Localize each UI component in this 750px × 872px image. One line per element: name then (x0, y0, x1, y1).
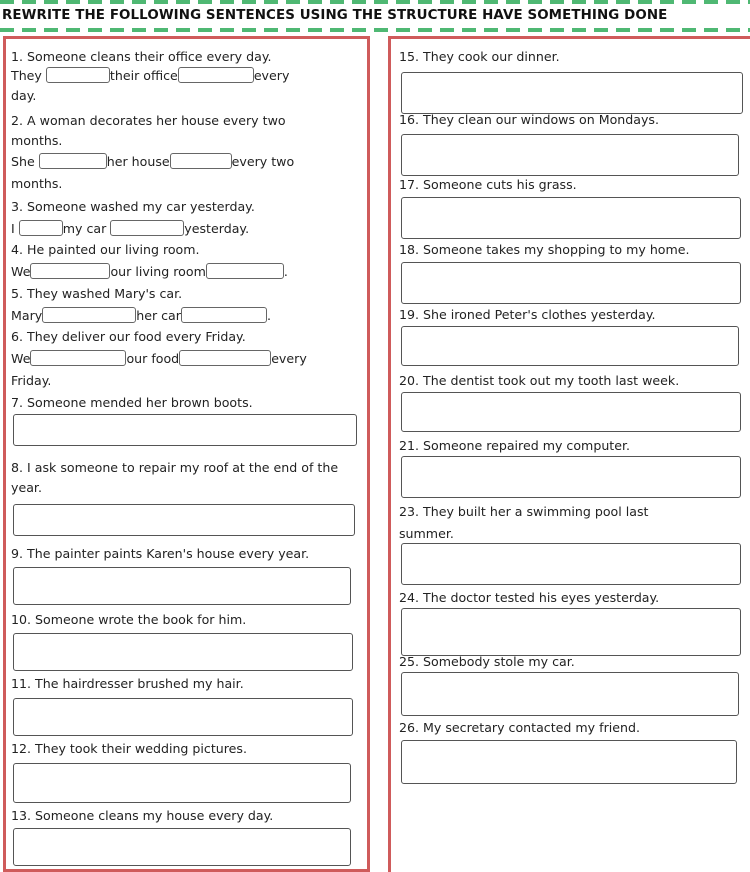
question-10: 10. Someone wrote the book for him. (11, 612, 247, 627)
question-23-sentence: They built her a swimming pool last (423, 504, 649, 519)
question-10-sentence: Someone wrote the book for him. (35, 612, 247, 627)
question-18: 18. Someone takes my shopping to my home. (399, 242, 690, 257)
answer-box-9[interactable] (13, 567, 351, 605)
answer-blank[interactable] (179, 350, 271, 366)
question-6-sentence: They deliver our food every Friday. (27, 329, 246, 344)
question-24: 24. The doctor tested his eyes yesterday. (399, 590, 660, 605)
question-6-frame-end: Friday. (11, 373, 52, 388)
question-21-sentence: Someone repaired my computer. (423, 438, 631, 453)
question-8-sentence: I ask someone to repair my roof at the end of the year. (11, 460, 339, 495)
answer-box-13[interactable] (13, 828, 351, 866)
answer-box-17[interactable] (401, 197, 741, 239)
question-19-sentence: She ironed Peter's clothes yesterday. (423, 307, 656, 322)
answer-box-10[interactable] (13, 633, 353, 671)
question-20: 20. The dentist took out my tooth last week. (399, 373, 680, 388)
question-20-sentence: The dentist took out my tooth last week. (423, 373, 680, 388)
question-13: 13. Someone cleans my house every day. (11, 808, 274, 823)
answer-box-26[interactable] (401, 740, 737, 784)
question-2: 2. A woman decorates her house every two (11, 113, 286, 128)
answer-blank[interactable] (46, 67, 110, 83)
question-25: 25. Somebody stole my car. (399, 654, 575, 669)
question-11: 11. The hairdresser brushed my hair. (11, 676, 244, 691)
question-12-sentence: They took their wedding pictures. (35, 741, 247, 756)
answer-blank[interactable] (30, 263, 110, 279)
answer-box-11[interactable] (13, 698, 353, 736)
question-7: 7. Someone mended her brown boots. (11, 395, 253, 410)
answer-box-19[interactable] (401, 326, 739, 366)
question-3-frame: I my car yesterday. (11, 221, 250, 236)
question-2-frame: She her house every two (11, 154, 295, 169)
question-18-sentence: Someone takes my shopping to my home. (423, 242, 690, 257)
question-9: 9. The painter paints Karen's house every year. (11, 546, 310, 561)
question-1-frame-end: day. (11, 88, 37, 103)
answer-box-21[interactable] (401, 456, 741, 498)
question-1-sentence: Someone cleans their office every day. (27, 49, 272, 64)
answer-blank[interactable] (181, 307, 267, 323)
question-15-sentence: They cook our dinner. (423, 49, 560, 64)
question-4-sentence: He painted our living room. (27, 242, 200, 257)
answer-box-8[interactable] (13, 504, 355, 536)
question-11-sentence: The hairdresser brushed my hair. (35, 676, 244, 691)
question-25-sentence: Somebody stole my car. (423, 654, 575, 669)
answer-blank[interactable] (206, 263, 284, 279)
question-17: 17. Someone cuts his grass. (399, 177, 577, 192)
question-3: 3. Someone washed my car yesterday. (11, 199, 255, 214)
answer-box-15[interactable] (401, 72, 743, 114)
question-4-frame: We our living room . (11, 264, 288, 279)
answer-box-25[interactable] (401, 672, 739, 716)
answer-blank[interactable] (178, 67, 254, 83)
question-1-frame: They their office every (11, 68, 290, 83)
answer-blank[interactable] (30, 350, 126, 366)
worksheet-title: REWRITE THE FOLLOWING SENTENCES USING THE STRUCTURE HAVE SOMETHING DONE (2, 8, 668, 23)
answer-blank[interactable] (39, 153, 107, 169)
question-2-frame-end: months. (11, 176, 63, 191)
question-19: 19. She ironed Peter's clothes yesterday. (399, 307, 656, 322)
question-17-sentence: Someone cuts his grass. (423, 177, 577, 192)
answer-blank[interactable] (19, 220, 63, 236)
question-5: 5. They washed Mary's car. (11, 286, 183, 301)
question-24-sentence: The doctor tested his eyes yesterday. (423, 590, 660, 605)
answer-box-16[interactable] (401, 134, 739, 176)
answer-box-24[interactable] (401, 608, 741, 656)
question-16: 16. They clean our windows on Mondays. (399, 112, 659, 127)
answer-blank[interactable] (110, 220, 184, 236)
question-5-frame: Mary her car . (11, 308, 271, 323)
question-6: 6. They deliver our food every Friday. (11, 329, 246, 344)
answer-box-7[interactable] (13, 414, 357, 446)
question-12: 12. They took their wedding pictures. (11, 741, 247, 756)
question-1: 1. Someone cleans their office every day. (11, 49, 272, 64)
question-26-sentence: My secretary contacted my friend. (423, 720, 640, 735)
question-21: 21. Someone repaired my computer. (399, 438, 631, 453)
question-5-sentence: They washed Mary's car. (27, 286, 183, 301)
answer-box-23[interactable] (401, 543, 741, 585)
question-15: 15. They cook our dinner. (399, 49, 560, 64)
title-dashed-underline (0, 28, 750, 32)
question-8: 8. I ask someone to repair my roof at the end of the year. (11, 460, 339, 495)
question-13-sentence: Someone cleans my house every day. (35, 808, 274, 823)
question-26: 26. My secretary contacted my friend. (399, 720, 640, 735)
question-7-sentence: Someone mended her brown boots. (27, 395, 253, 410)
answer-blank[interactable] (170, 153, 232, 169)
question-9-sentence: The painter paints Karen's house every year. (27, 546, 310, 561)
answer-box-18[interactable] (401, 262, 741, 304)
answer-box-20[interactable] (401, 392, 741, 432)
answer-box-12[interactable] (13, 763, 351, 803)
question-23-sentence-cont: summer. (399, 526, 454, 541)
question-2-sentence: A woman decorates her house every two (27, 113, 286, 128)
question-6-frame: We our food every (11, 351, 307, 366)
answer-blank[interactable] (42, 307, 136, 323)
question-4: 4. He painted our living room. (11, 242, 200, 257)
top-dashed-border (0, 0, 750, 4)
question-3-sentence: Someone washed my car yesterday. (27, 199, 255, 214)
question-16-sentence: They clean our windows on Mondays. (423, 112, 659, 127)
question-23: 23. They built her a swimming pool last (399, 504, 649, 519)
question-2-sentence-cont: months. (11, 133, 63, 148)
